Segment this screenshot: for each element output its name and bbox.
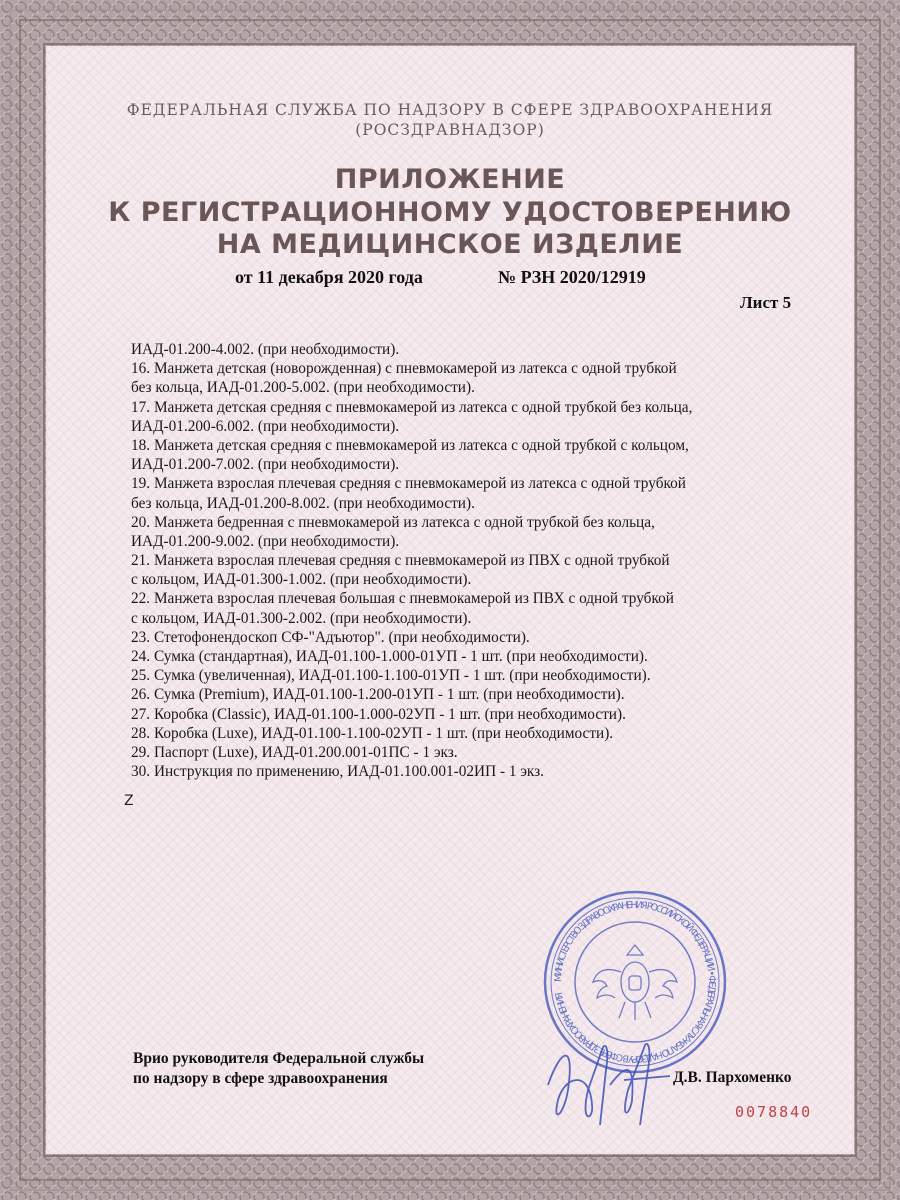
list-item: 22. Манжета взрослая плечевая большая с пневмокамерой из ПВХ с одной трубкой	[131, 590, 674, 608]
signer-position	[133, 1049, 424, 1089]
list-item: 29. Паспорт (Luxe), ИАД-01.200.001-01ПС - 1 экз.	[131, 743, 458, 761]
document-title-line3: НА МЕДИЦИНСКОЕ ИЗДЕЛИЕ	[216, 229, 684, 260]
list-item: 17. Манжета детская средняя с пневмокамерой из латекса с одной трубкой без кольца,	[131, 398, 693, 416]
serial-number: 0078840	[735, 1103, 813, 1121]
list-item: с кольцом, ИАД-01.300-2.002. (при необходимости).	[131, 609, 472, 627]
list-item: 27. Коробка (Classic), ИАД-01.100-1.000-02УП - 1 шт. (при необходимости).	[131, 705, 626, 723]
issue-date: от 11 декабря 2020 года	[235, 267, 423, 287]
list-item: 26. Сумка (Premium), ИАД-01.100-1.200-01УП - 1 шт. (при необходимости).	[131, 686, 625, 704]
list-item: с кольцом, ИАД-01.300-1.002. (при необходимости).	[131, 571, 472, 589]
signer-position-line1: Врио руководителя Федеральной службы	[133, 1050, 425, 1067]
document-title-line2: К РЕГИСТРАЦИОННОМУ УДОСТОВЕРЕНИЮ	[108, 197, 792, 228]
registration-number: № РЗН 2020/12919	[498, 267, 646, 287]
agency-name: ФЕДЕРАЛЬНАЯ СЛУЖБА ПО НАДЗОРУ В СФЕРЕ ЗДРАВООХРАНЕНИЯ	[126, 101, 774, 119]
list-item: 24. Сумка (стандартная), ИАД-01.100-1.000-01УП - 1 шт. (при необходимости).	[131, 648, 648, 665]
end-mark: Z	[124, 793, 134, 809]
list-item: ИАД-01.200-4.002. (при необходимости).	[131, 341, 400, 358]
agency-abbreviation: (РОСЗДРАВНАДЗОР)	[355, 121, 545, 139]
eagle-emblem-icon	[593, 945, 677, 1020]
seal-text-path: МИНИСТЕРСТВО ЗДРАВООХРАНЕНИЯ РОССИЙСКОЙ ФЕДЕРАЦИИ • ФЕДЕРАЛЬНАЯ СЛУЖБА ПО НАДЗОРУ В СФЕРЕ ЗДРАВООХРАНЕНИЯ	[552, 899, 718, 1065]
document-title-line1: ПРИЛОЖЕНИЕ	[334, 164, 566, 195]
list-item: 30. Инструкция по применению, ИАД-01.100.001-02ИП - 1 экз.	[131, 763, 544, 781]
list-item: ИАД-01.200-6.002. (при необходимости).	[131, 417, 400, 435]
sheet-number: Лист 5	[740, 293, 792, 312]
item-list	[131, 340, 821, 781]
list-item: без кольца, ИАД-01.200-5.002. (при необходимости).	[131, 379, 475, 397]
list-item: 18. Манжета детская средняя с пневмокамерой из латекса с одной трубкой с кольцом,	[131, 436, 689, 454]
list-item: ИАД-01.200-7.002. (при необходимости).	[131, 456, 400, 474]
list-item: 21. Манжета взрослая плечевая средняя с пневмокамерой из ПВХ с одной трубкой	[131, 552, 670, 570]
signer-name: Д.В. Пархоменко	[673, 1069, 792, 1086]
list-item: ИАД-01.200-9.002. (при необходимости).	[131, 532, 400, 550]
signer-position-line2: по надзору в сфере здравоохранения	[133, 1070, 388, 1087]
list-item: 20. Манжета бедренная с пневмокамерой из латекса с одной трубкой без кольца,	[131, 513, 655, 531]
list-item: 19. Манжета взрослая плечевая средняя с пневмокамерой из латекса с одной трубкой	[131, 475, 686, 493]
list-item: без кольца, ИАД-01.200-8.002. (при необходимости).	[131, 494, 475, 512]
list-item: 16. Манжета детская (новорожденная) с пневмокамерой из латекса с одной трубкой	[131, 360, 677, 378]
list-item: 23. Стетофонендоскоп СФ-"Адъютор". (при необходимости).	[131, 628, 530, 646]
list-item: 25. Сумка (увеличенная), ИАД-01.100-1.100-01УП - 1 шт. (при необходимости).	[131, 667, 651, 685]
list-item: 28. Коробка (Luxe), ИАД-01.100-1.100-02УП - 1 шт. (при необходимости).	[131, 724, 614, 742]
handwritten-signature	[540, 1030, 680, 1130]
